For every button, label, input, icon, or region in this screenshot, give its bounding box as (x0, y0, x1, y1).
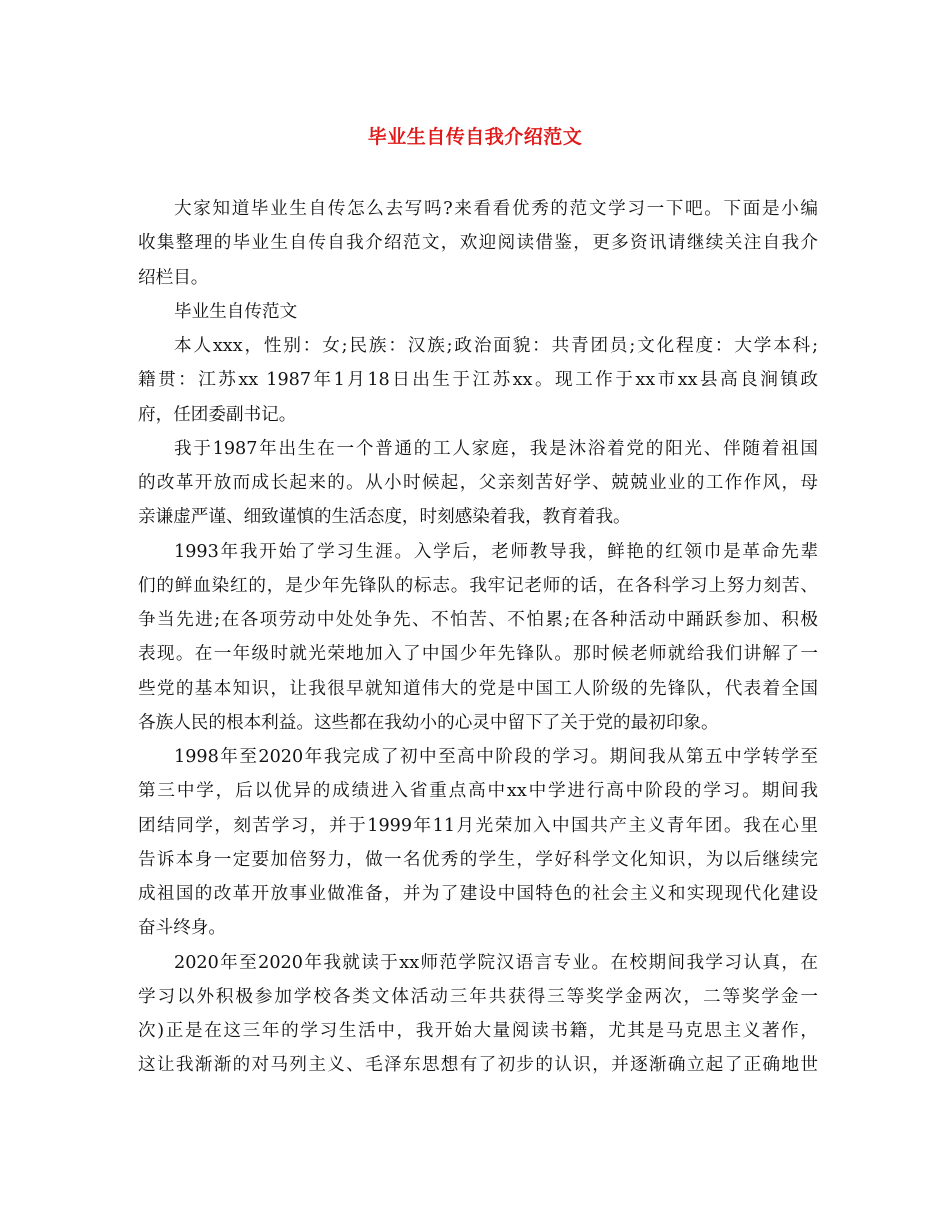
text-line: 些党的基本知识，让我很早就知道伟大的党是中国工人阶级的先锋队，代表着全国 (138, 678, 818, 699)
text-line: 毕业生自传范文 (174, 301, 298, 322)
text-line: 学习以外积极参加学校各类文体活动三年共获得三等奖学金两次，二等奖学金一 (138, 986, 818, 1007)
text-line: 大家知道毕业生自传怎么去写吗?来看看优秀的范文学习一下吧。下面是小编 (174, 199, 818, 219)
text-line: 告诉本身一定要加倍努力，做一名优秀的学生，学好科学文化知识，为以后继续完 (138, 849, 818, 870)
text-line: 这让我渐渐的对马列主义、毛泽东思想有了初步的认识，并逐渐确立起了正确地世 (138, 1055, 818, 1076)
text-line: 籍贯：江苏xx 1987年1月18日出生于江苏xx。现工作于xx市xx县高良涧镇政 (138, 370, 818, 391)
text-line: 2020年至2020年我就读于xx师范学院汉语言专业。在校期间我学习认真，在 (174, 952, 818, 973)
text-line: 的改革开放而成长起来的。从小时候起，父亲刻苦好学、兢兢业业的工作作风，母 (138, 473, 818, 493)
text-line: 亲谦虚严谨、细致谨慎的生活态度，时刻感染着我，教育着我。 (138, 507, 631, 528)
text-line: 成祖国的改革开放事业做准备，并为了建设中国特色的社会主义和实现现代化建设 (138, 884, 818, 904)
text-line: 本人xxx，性别：女;民族：汉族;政治面貌：共青团员;文化程度：大学本科; (174, 336, 818, 356)
text-line: 团结同学，刻苦学习，并于1999年11月光荣加入中国共产主义青年团。我在心里 (138, 815, 818, 836)
text-line: 府，任团委副书记。 (138, 404, 297, 425)
text-line: 1998年至2020年我完成了初中至高中阶段的学习。期间我从第五中学转学至 (174, 747, 818, 767)
text-line: 绍栏目。 (138, 267, 209, 288)
text-line: 次)正是在这三年的学习生活中，我开始大量阅读书籍，尤其是马克思主义著作， (138, 1021, 818, 1041)
text-line: 收集整理的毕业生自传自我介绍范文，欢迎阅读借鉴，更多资讯请继续关注自我介 (138, 233, 818, 254)
text-line: 各族人民的根本利益。这些都在我幼小的心灵中留下了关于党的最初印象。 (138, 712, 719, 733)
text-line: 第三中学，后以优异的成绩进入省重点高中xx中学进行高中阶段的学习。期间我 (138, 781, 818, 802)
text-line: 争当先进;在各项劳动中处处争先、不怕苦、不怕累;在各种活动中踊跃参加、积极 (138, 610, 818, 630)
text-line: 奋斗终身。 (138, 918, 226, 939)
text-line: 表现。在一年级时就光荣地加入了中国少年先锋队。那时候老师就给我们讲解了一 (138, 644, 818, 665)
text-line: 们的鲜血染红的，是少年先锋队的标志。我牢记老师的话，在各科学习上努力刻苦、 (138, 575, 818, 596)
document-body (138, 192, 818, 1083)
document-title: 毕业生自传自我介绍范文 (367, 126, 583, 148)
text-line: 1993年我开始了学习生涯。入学后，老师教导我，鲜艳的红领巾是革命先辈 (174, 541, 818, 562)
text-line: 我于1987年出生在一个普通的工人家庭，我是沐浴着党的阳光、伴随着祖国 (174, 438, 818, 459)
